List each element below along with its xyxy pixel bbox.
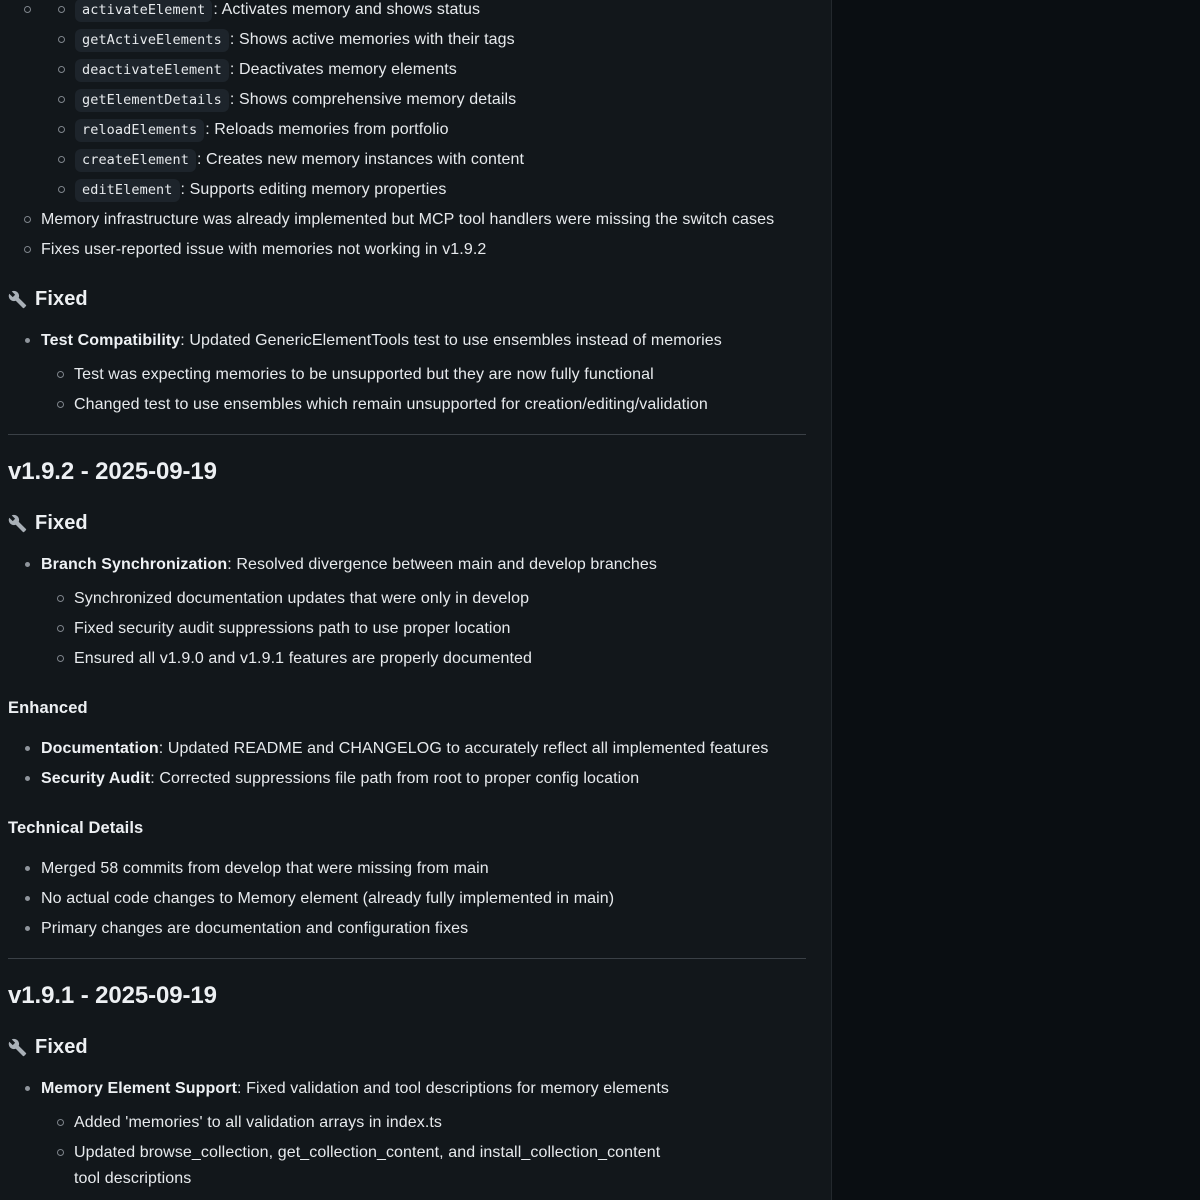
wrench-icon: [8, 290, 27, 309]
list-item: [41, 736, 806, 762]
list-item: [74, 1140, 806, 1192]
section-heading-fixed: [8, 1035, 806, 1060]
list-item: [74, 646, 806, 672]
list-item-bold: Security Audit: [41, 770, 151, 787]
list-item: [75, 57, 806, 83]
list-item-bold: Documentation: [41, 740, 159, 757]
list-item-text: : Supports editing memory properties: [180, 181, 447, 198]
version-heading-v191: v1.9.1 - 2025-09-19: [8, 982, 217, 1009]
list-item: [74, 616, 806, 642]
list-item: [41, 1076, 806, 1192]
list-item: [41, 766, 806, 792]
section-heading-fixed: [8, 287, 806, 312]
heading-text: Fixed: [35, 1036, 88, 1058]
list-item-text: : Reloads memories from portfolio: [205, 121, 449, 138]
list-item-text: Added 'memories' to all validation arrays in index.ts: [74, 1114, 443, 1131]
list-item: [74, 362, 806, 388]
code-span: activateElement: [75, 0, 212, 22]
list-item: [75, 87, 806, 113]
sub-list: [41, 1110, 806, 1192]
list-item-text: : Creates new memory instances with content: [196, 151, 525, 168]
section-heading-enhanced: Enhanced: [8, 699, 88, 717]
list-item-text: Fixed security audit suppressions path to use proper location: [74, 620, 511, 637]
section-divider: [8, 434, 806, 435]
right-gutter: [833, 0, 1200, 1200]
sub-list: [41, 362, 806, 418]
list-item-container: [41, 0, 806, 203]
list-item: [75, 177, 806, 203]
list-item: [41, 856, 806, 882]
heading-text: Fixed: [35, 288, 88, 310]
wrench-icon: [8, 1038, 27, 1057]
section-heading-technical-details: Technical Details: [8, 819, 144, 837]
list-item: [75, 27, 806, 53]
code-span: getActiveElements: [75, 29, 229, 52]
list-item-line: tool descriptions: [74, 1170, 192, 1187]
list-item: [41, 328, 806, 418]
list-item-bold: Branch Synchronization: [41, 556, 228, 573]
wrench-icon: [8, 514, 27, 533]
list-item: [75, 0, 806, 23]
heading-text: Fixed: [35, 512, 88, 534]
list-item: [74, 1110, 806, 1136]
list-item-text: : Shows active memories with their tags: [229, 31, 515, 48]
fixed-list: [8, 1076, 806, 1192]
fixed-list: [8, 552, 806, 672]
list-item-text: : Deactivates memory elements: [229, 61, 457, 78]
list-item-text: : Resolved divergence between main and develop branches: [227, 556, 658, 573]
list-item-text: : Shows comprehensive memory details: [229, 91, 517, 108]
technical-details-list: [8, 856, 806, 942]
list-item: [75, 117, 806, 143]
list-item-text: Synchronized documentation updates that were only in develop: [74, 590, 530, 607]
list-item-bold: Test Compatibility: [41, 332, 181, 349]
list-item-text: No actual code changes to Memory element (already fully implemented in main): [41, 890, 615, 907]
memory-tools-list: [41, 0, 806, 203]
list-item-text: Memory infrastructure was already implemented but MCP tool handlers were missing the switch cases: [41, 211, 775, 228]
list-item-text: Changed test to use ensembles which remain unsupported for creation/editing/validation: [74, 396, 708, 413]
list-item-text: Ensured all v1.9.0 and v1.9.1 features are properly documented: [74, 650, 533, 667]
list-item-bold: Memory Element Support: [41, 1080, 238, 1097]
list-item: [41, 237, 806, 263]
list-item-line: Updated browse_collection, get_collection_content, and install_collection_content: [74, 1144, 661, 1161]
list-item-text: Merged 58 commits from develop that were missing from main: [41, 860, 489, 877]
list-item-text: : Updated README and CHANGELOG to accurately reflect all implemented features: [158, 740, 769, 757]
list-item-text: : Fixed validation and tool descriptions for memory elements: [237, 1080, 669, 1097]
code-span: deactivateElement: [75, 59, 229, 82]
sub-list: [41, 586, 806, 672]
list-item: [74, 586, 806, 612]
fixed-list: [8, 328, 806, 418]
enhanced-list: [8, 736, 806, 792]
code-span: createElement: [75, 149, 196, 172]
list-item-text: Primary changes are documentation and configuration fixes: [41, 920, 469, 937]
section-heading-fixed: [8, 511, 806, 536]
list-item: [75, 147, 806, 173]
list-item: [74, 392, 806, 418]
list-item-text: : Updated GenericElementTools test to use ensembles instead of memories: [180, 332, 722, 349]
list-item: [41, 552, 806, 672]
list-item-text: : Corrected suppressions file path from root to proper config location: [150, 770, 640, 787]
version-heading-v192: v1.9.2 - 2025-09-19: [8, 458, 217, 485]
list-item-text: Test was expecting memories to be unsupported but they are now fully functional: [74, 366, 654, 383]
list-item-text: : Activates memory and shows status: [213, 1, 481, 18]
list-item: [41, 886, 806, 912]
memory-notes-list: [8, 0, 806, 263]
code-span: editElement: [75, 179, 180, 202]
list-item-text: Fixes user-reported issue with memories not working in v1.9.2: [41, 241, 487, 258]
code-span: getElementDetails: [75, 89, 229, 112]
changelog-document: [8, 0, 806, 1200]
list-item: [41, 916, 806, 942]
section-divider: [8, 958, 806, 959]
list-item: [41, 207, 806, 233]
code-span: reloadElements: [75, 119, 204, 142]
